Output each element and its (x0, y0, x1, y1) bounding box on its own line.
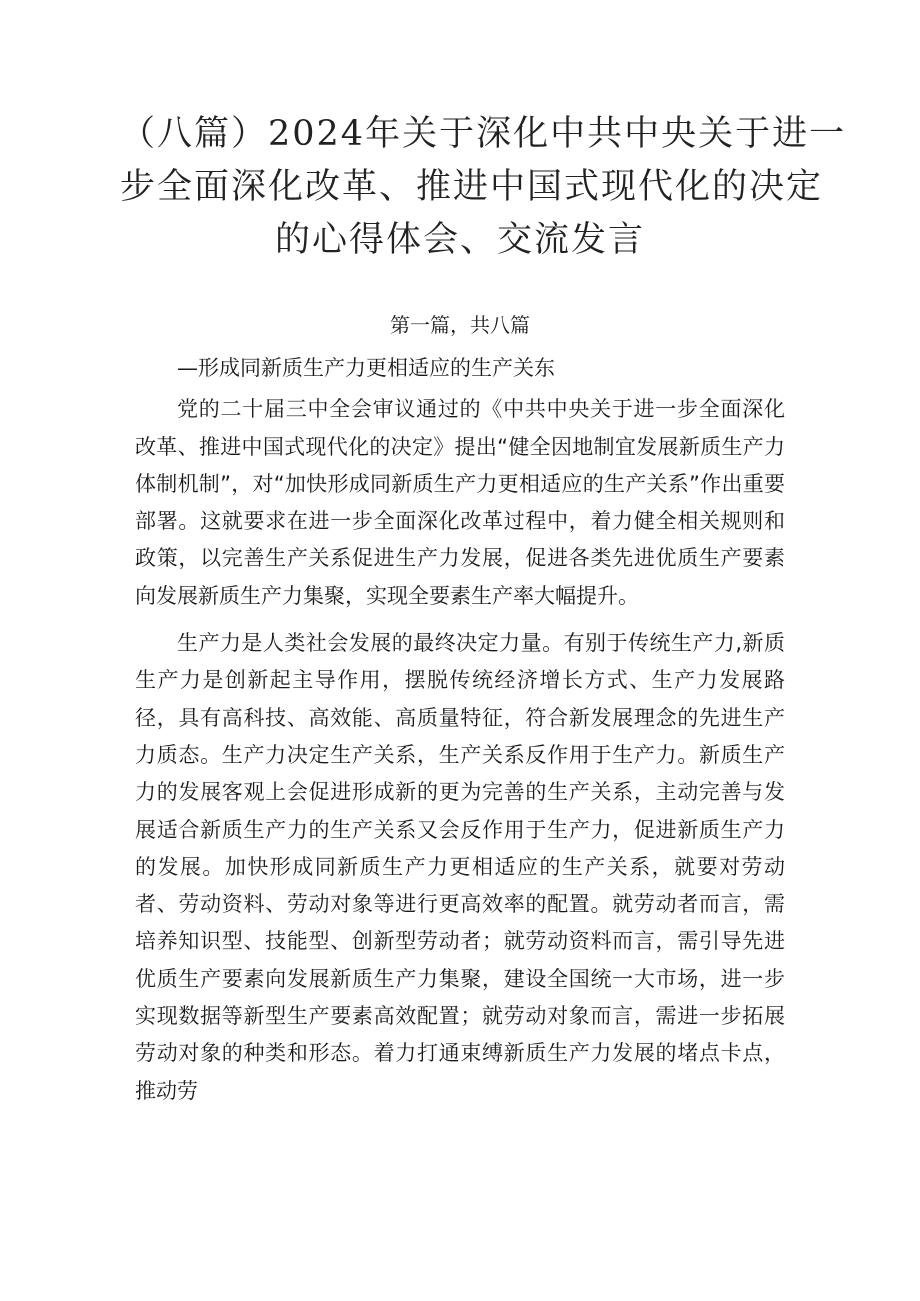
document-subtitle: 第一篇，共八篇 (390, 313, 530, 337)
section-heading: —形成同新质生产力更相适应的生产关东 (177, 356, 555, 380)
title-line-1: （八篇）2024年关于深化中共中央关于进一 (120, 114, 847, 154)
title-line-3: 的心得体会、交流发言 (274, 220, 645, 260)
body-paragraph: 生产力是人类社会发展的最终决定力量。有别于传统生产力,新质生产力是创新起主导作用，摆脱传统经济增长方式、生产力发展路径，具有高科技、高效能、高质量特征，符合新发展理念的先进生产力质态。生产力决定生产关系，生产关系反作用于生产力。新质生产力的发展客观上会促进形成新的更为完善的生产关系，主动完善与发展适合新质生产力的生产关系又会反作用于生产力，促进新质生产力的发展。加快形成同新质生产力更相适应的生产关系，就要对劳动者、劳动资料、劳动对象等进行更高效率的配置。就劳动者而言，需培养知识型、技能型、创新型劳动者；就劳动资料而言，需引导先进优质生产要素向发展新质生产力集聚，建设全国统一大市场，进一步实现数据等新型生产要素高效配置；就劳动对象而言，需进一步拓展劳动对象的种类和形态。着力打通束缚新质生产力发展的堵点卡点，推动劳 (135, 631, 785, 1103)
title-line-2: 步全面深化改革、推进中国式现代化的决定 (120, 167, 824, 207)
document-body (135, 350, 785, 1110)
document-title (120, 108, 847, 267)
body-paragraph: 党的二十届三中全会审议通过的《中共中央关于进一步全面深化改革、推进中国式现代化的决定》提出“健全因地制宜发展新质生产力体制机制”，对“加快形成同新质生产力更相适应的生产关系”作出重要部署。这就要求在进一步全面深化改革过程中，着力健全相关规则和政策，以完善生产关系促进生产力发展，促进各类先进优质生产要素向发展新质生产力集聚，实现全要素生产率大幅提升。 (135, 397, 785, 608)
